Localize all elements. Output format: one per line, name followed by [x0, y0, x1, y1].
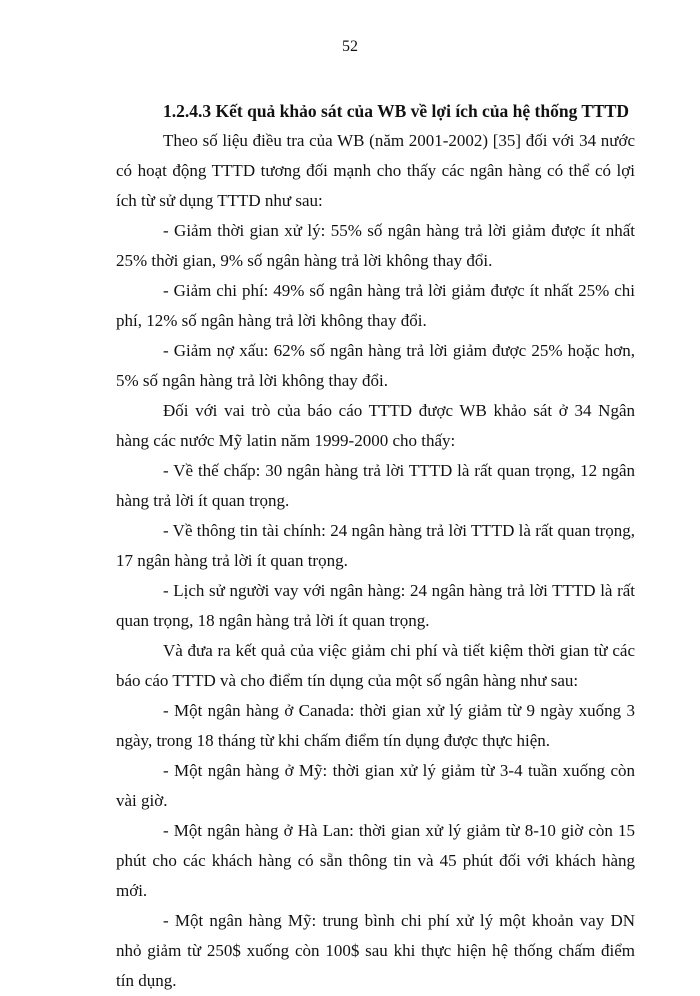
- bullet-usa: - Một ngân hàng ở Mỹ: thời gian xử lý giảm từ 3-4 tuần xuống còn vài giờ.: [116, 761, 635, 810]
- bullet-bad-debt: - Giảm nợ xấu: 62% số ngân hàng trả lời giảm được 25% hoặc hơn, 5% số ngân hàng trả lời không thay đổi.: [116, 341, 635, 390]
- paragraph-results: Và đưa ra kết quả của việc giảm chi phí và tiết kiệm thời gian từ các báo cáo TTTD và cho điểm tín dụng của một số ngân hàng như sau:: [116, 641, 635, 690]
- page-number: 52: [342, 38, 358, 55]
- bullet-financial-info: - Về thông tin tài chính: 24 ngân hàng trả lời TTTD là rất quan trọng, 17 ngân hàng trả lời ít quan trọng.: [116, 521, 635, 570]
- paragraph-intro: Theo số liệu điều tra của WB (năm 2001-2002) [35] đối với 34 nước có hoạt động TTTD tương đối mạnh cho thấy các ngân hàng có thể có lợi ích từ sử dụng TTTD như sau:: [116, 131, 635, 210]
- document-body: [116, 96, 635, 996]
- bullet-borrower-history: - Lịch sử người vay với ngân hàng: 24 ngân hàng trả lời TTTD là rất quan trọng, 18 ngân hàng trả lời ít quan trọng.: [116, 581, 635, 630]
- bullet-collateral: - Về thế chấp: 30 ngân hàng trả lời TTTD là rất quan trọng, 12 ngân hàng trả lời ít quan trọng.: [116, 461, 635, 510]
- bullet-processing-time: - Giảm thời gian xử lý: 55% số ngân hàng trả lời giảm được ít nhất 25% thời gian, 9% số ngân hàng trả lời không thay đổi.: [116, 221, 635, 270]
- bullet-usa-small-business: - Một ngân hàng Mỹ: trung bình chi phí xử lý một khoản vay DN nhỏ giảm từ 250$ xuống còn 100$ sau khi thực hiện hệ thống chấm điểm tín dụng.: [116, 911, 635, 990]
- bullet-canada: - Một ngân hàng ở Canada: thời gian xử lý giảm từ 9 ngày xuống 3 ngày, trong 18 tháng từ khi chấm điểm tín dụng được thực hiện.: [116, 701, 635, 750]
- bullet-netherlands: - Một ngân hàng ở Hà Lan: thời gian xử lý giảm từ 8-10 giờ còn 15 phút cho các khách hàng có sẵn thông tin và 45 phút đối với khách hàng mới.: [116, 821, 635, 900]
- paragraph-latin-america: Đối với vai trò của báo cáo TTTD được WB khảo sát ở 34 Ngân hàng các nước Mỹ latin năm 1999-2000 cho thấy:: [116, 401, 635, 450]
- section-heading: 1.2.4.3 Kết quả khảo sát của WB về lợi ích của hệ thống TTTD: [163, 101, 630, 121]
- bullet-cost: - Giảm chi phí: 49% số ngân hàng trả lời giảm được ít nhất 25% chi phí, 12% số ngân hàng trả lời không thay đổi.: [116, 281, 635, 330]
